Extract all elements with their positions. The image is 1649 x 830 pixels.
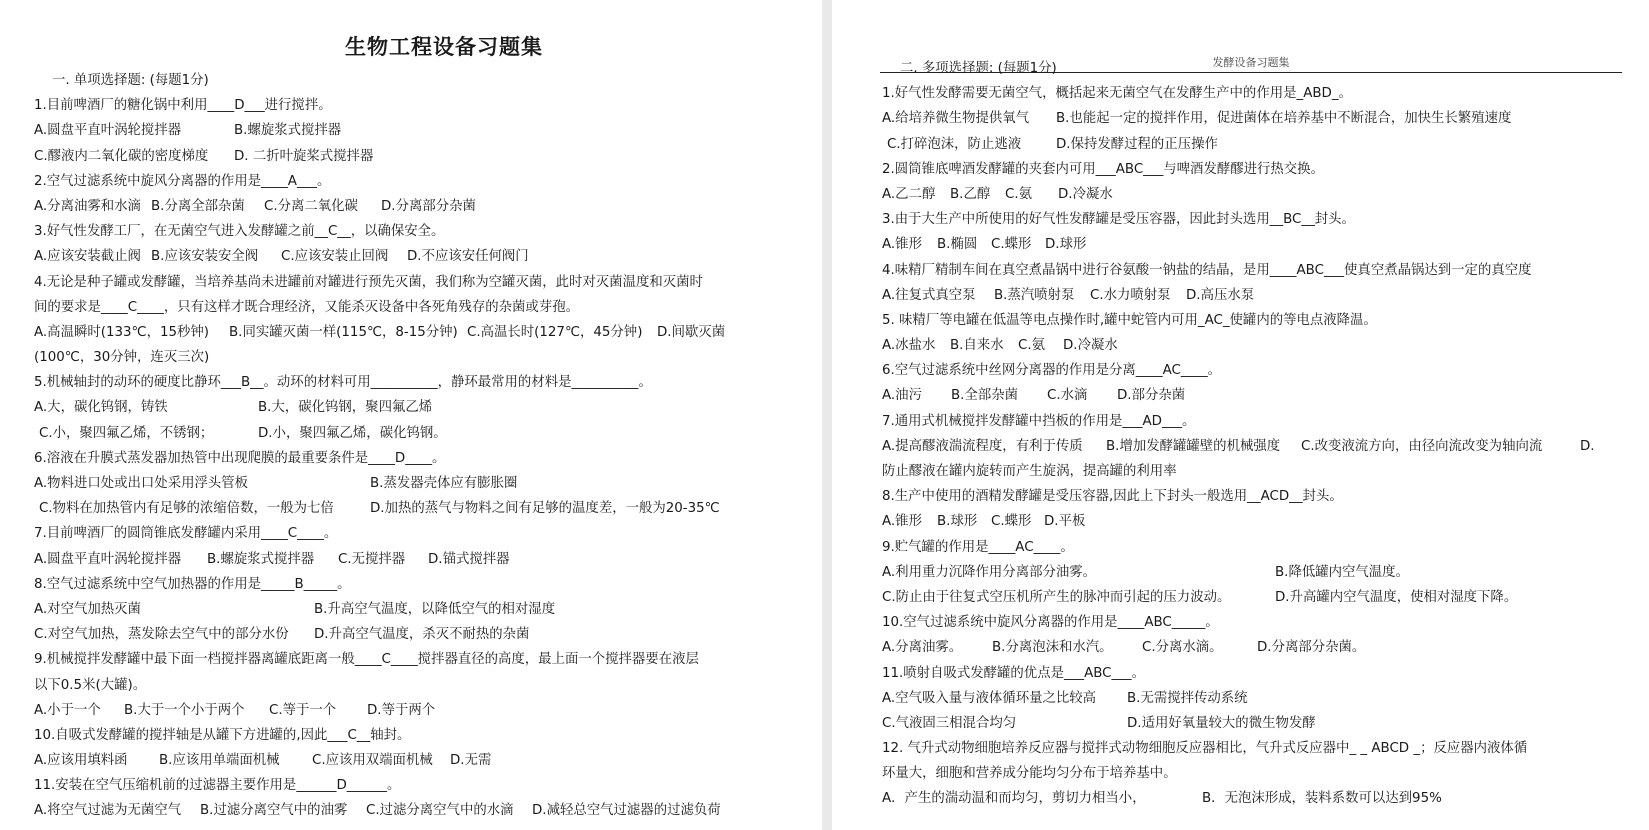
answer-option: A.油污 — [882, 388, 922, 404]
answer-option: A.对空气加热灭菌 — [34, 601, 141, 617]
answer-option: B.应该用单端面机械 — [159, 753, 280, 769]
answer-option: A.往复式真空泵 — [882, 287, 976, 303]
answer-option: B.球形 — [937, 514, 978, 530]
options-line — [34, 496, 814, 521]
answer-option: C.水力喷射泵 — [1090, 287, 1171, 303]
answer-option: D.分离部分杂菌。 — [1257, 640, 1366, 656]
answer-option: A.高温瞬时(133℃，15秒钟) — [34, 324, 209, 340]
answer-option: C.高温长时(127℃，45分钟) — [467, 324, 643, 340]
answer-option: C.水滴 — [1047, 388, 1088, 404]
question-line: 12. 气升式动物细胞培养反应器与搅拌式动物细胞反应器相比，气升式反应器中_ _ ABCD _；反应器内液体循 — [882, 741, 1528, 757]
answer-option: A.分离油雾。 — [882, 640, 963, 656]
answer-option: C.对空气加热，蒸发除去空气中的部分水份 — [34, 627, 289, 643]
answer-option: A.圆盘平直叶涡轮搅拌器 — [34, 123, 182, 139]
question-line: 11.安装在空气压缩机前的过滤器主要作用是______D______。 — [34, 778, 401, 794]
answer-option: C.应该安装止回阀 — [281, 249, 389, 265]
question-line: 5. 味精厂等电罐在低温等电点操作时,罐中蛇管内可用_AC_使罐内的等电点液降温。 — [882, 312, 1377, 328]
answer-option: C.过滤分离空气中的水滴 — [366, 803, 514, 819]
answer-option: D.分离部分杂菌 — [381, 198, 476, 214]
answer-option: A.大，碳化钨钢，铸铁 — [34, 400, 168, 416]
answer-option: B.应该安装安全阀 — [151, 249, 259, 265]
answer-option: B.增加发酵罐罐壁的机械强度 — [1106, 438, 1281, 454]
answer-option: C.氨 — [1005, 186, 1032, 202]
answer-option: A.应该用填料函 — [34, 753, 128, 769]
options-line — [882, 509, 1644, 534]
answer-option: B.椭圆 — [937, 237, 978, 253]
answer-option: D. 二折叶旋桨式搅拌器 — [234, 148, 374, 164]
answer-option: B．无泡沫形成，装料系数可以达到95% — [1202, 791, 1442, 807]
options-line — [882, 232, 1644, 257]
answer-option: D.部分杂菌 — [1117, 388, 1186, 404]
running-header: 发酵设备习题集 — [880, 54, 1622, 73]
options-line — [34, 698, 814, 723]
answer-option: D.球形 — [1045, 237, 1087, 253]
options-line — [34, 748, 814, 773]
answer-option: B.螺旋浆式搅拌器 — [207, 551, 315, 567]
options-line — [882, 434, 1644, 459]
options-line — [34, 320, 814, 345]
question-line: 8.空气过滤系统中空气加热器的作用是_____B_____。 — [34, 576, 351, 592]
question-line: 5.机械轴封的动环的硬度比静环___B__。动环的材料可用__________，静环最常用的材料是__________。 — [34, 375, 652, 391]
answer-option: C.等于一个 — [269, 702, 337, 718]
right-question-list — [882, 56, 1644, 812]
section-heading: 二. 多项选择题: (每题1分) — [900, 61, 1057, 76]
answer-option: A.利用重力沉降作用分离部分油雾。 — [882, 564, 1097, 580]
answer-option: C.物料在加热管内有足够的浓缩倍数，一般为七倍 — [39, 501, 334, 517]
answer-option: C.分离水滴。 — [1142, 640, 1223, 656]
options-line — [34, 622, 814, 647]
answer-option: C.小，聚四氟乙烯，不锈钢； — [39, 425, 214, 441]
document-title: 生物工程设备习题集 — [345, 35, 543, 59]
options-line — [882, 182, 1644, 207]
answer-option: B.全部杂菌 — [951, 388, 1019, 404]
answer-option: C.无搅拌器 — [338, 551, 406, 567]
question-line: 7.通用式机械搅拌发酵罐中挡板的作用是___AD___。 — [882, 413, 1196, 429]
answer-option: C.蝶形 — [991, 237, 1032, 253]
question-line: 2.圆筒锥底啤酒发酵罐的夹套内可用___ABC___与啤酒发酵醪进行热交换。 — [882, 161, 1324, 177]
question-line: 8.生产中使用的酒精发酵罐是受压容器,因此上下封头一般选用__ACD__封头。 — [882, 489, 1343, 505]
answer-option: D.不应该安任何阀门 — [407, 249, 529, 265]
answer-option: D.平板 — [1044, 514, 1086, 530]
answer-option: A.锥形 — [882, 237, 922, 253]
question-line: 3.好气性发酵工厂，在无菌空气进入发酵罐之前__C__，以确保安全。 — [34, 224, 445, 240]
options-line — [34, 144, 814, 169]
answer-option: D.适用好氧量较大的微生物发酵 — [1127, 715, 1316, 731]
question-line: 10.空气过滤系统中旋风分离器的作用是____ABC_____。 — [882, 615, 1219, 631]
answer-option: B.蒸发器壳体应有膨胀圈 — [370, 476, 518, 491]
answer-option: B.过滤分离空气中的油雾 — [200, 803, 348, 819]
options-line — [34, 547, 814, 572]
options-line — [882, 635, 1644, 660]
answer-option: B.大，碳化钨钢，聚四氟乙烯 — [258, 400, 433, 416]
answer-option: A.物料进口处或出口处采用浮头管板 — [34, 476, 249, 491]
options-line — [34, 194, 814, 219]
question-line: 10.自吸式发酵罐的搅拌轴是从罐下方进罐的,因此___C__轴封。 — [34, 727, 411, 743]
answer-option: A.圆盘平直叶涡轮搅拌器 — [34, 551, 182, 567]
options-line — [882, 686, 1644, 711]
answer-option: D.保持发酵过程的正压操作 — [1056, 136, 1218, 152]
options-line — [34, 244, 814, 269]
answer-option: B.同实罐灭菌一样(115℃，8-15分钟) — [229, 324, 458, 340]
options-line — [34, 798, 814, 823]
options-line — [34, 395, 814, 420]
options-line — [882, 585, 1644, 610]
answer-option: C.氨 — [1018, 338, 1045, 354]
options-line — [882, 383, 1644, 408]
question-line: 7.目前啤酒厂的圆筒锥底发酵罐内采用____C____。 — [34, 526, 338, 542]
answer-option: B.蒸汽喷射泵 — [994, 287, 1075, 303]
answer-option: D.升高空气温度，杀灭不耐热的杂菌 — [314, 627, 530, 643]
answer-option: B.升高空气温度，以降低空气的相对湿度 — [314, 601, 556, 617]
question-line: 1.好气性发酵需要无菌空气，概括起来无菌空气在发酵生产中的作用是_ABD_。 — [882, 86, 1352, 102]
options-line — [34, 118, 814, 143]
question-line: 间的要求是____C____，只有这样才既合理经济，又能杀灭设备中各死角残存的杂菌或芽孢。 — [34, 299, 579, 315]
right-page — [832, 0, 1649, 830]
answer-option: D.冷凝水 — [1058, 186, 1113, 202]
answer-option: D.小，聚四氟乙烯，碳化钨钢。 — [258, 425, 447, 441]
left-question-list — [34, 68, 814, 824]
options-line — [882, 283, 1644, 308]
left-page — [0, 0, 822, 830]
options-line — [882, 560, 1644, 585]
answer-option: B.自来水 — [950, 338, 1004, 354]
answer-option: C.应该用双端面机械 — [312, 753, 433, 769]
answer-option: D.升高罐内空气温度，使相对湿度下降。 — [1275, 589, 1518, 605]
question-line: 6.溶液在升膜式蒸发器加热管中出现爬膜的最重要条件是____D____。 — [34, 450, 446, 466]
answer-option: A.给培养微生物提供氧气 — [882, 111, 1030, 127]
answer-option: B.大于一个小于两个 — [124, 702, 245, 718]
answer-option: D.高压水泵 — [1186, 287, 1255, 303]
question-line: 9.贮气罐的作用是____AC____。 — [882, 539, 1074, 555]
answer-option: B.乙醇 — [950, 186, 991, 202]
answer-option: B.降低罐内空气温度。 — [1275, 564, 1409, 580]
answer-option: A.乙二醇 — [882, 186, 936, 202]
answer-option: A.空气吸入量与液体循环量之比较高 — [882, 690, 1097, 706]
answer-option: D.减轻总空气过滤器的过滤负荷 — [532, 803, 721, 819]
answer-option: D.冷凝水 — [1063, 338, 1118, 354]
options-line — [882, 786, 1644, 811]
options-line — [34, 471, 814, 496]
answer-option: A．产生的湍动温和而均匀，剪切力相当小， — [882, 791, 1146, 807]
question-line: 环量大，细胞和营养成分能均匀分布于培养基中。 — [882, 766, 1177, 782]
answer-option: B.也能起一定的搅拌作用，促进菌体在培养基中不断混合，加快生长繁殖速度 — [1056, 111, 1512, 127]
right-content — [882, 56, 1644, 812]
answer-option: D.加热的蒸气与物料之间有足够的温度差，一般为20-35℃ — [370, 501, 720, 517]
section-heading: 一. 单项选择题: (每题1分) — [52, 73, 209, 88]
answer-option: D. — [1580, 438, 1595, 454]
answer-option: A.冰盐水 — [882, 338, 936, 354]
question-line: 2.空气过滤系统中旋风分离器的作用是____A___。 — [34, 173, 331, 189]
answer-option: D.无需 — [450, 753, 492, 769]
answer-option: C.气液固三相混合均匀 — [882, 715, 1017, 731]
question-line: (100℃，30分钟，连灭三次) — [34, 350, 210, 366]
question-line: 防止醪液在罐内旋转而产生旋涡，提高罐的利用率 — [882, 464, 1177, 479]
answer-option: A.将空气过滤为无菌空气 — [34, 803, 182, 819]
answer-option: D.间歇灭菌 — [657, 324, 726, 340]
question-line: 3.由于大生产中所使用的好气性发酵罐是受压容器，因此封头选用__BC__封头。 — [882, 212, 1355, 228]
answer-option: C.改变液流方向，由径向流改变为轴向流 — [1301, 438, 1543, 454]
answer-option: A.分离油雾和水滴 — [34, 198, 141, 214]
answer-option: C.打碎泡沫，防止逃液 — [887, 136, 1022, 152]
question-line: 以下0.5米(大罐)。 — [34, 677, 147, 693]
answer-option: C.醪液内二氧化碳的密度梯度 — [34, 148, 209, 164]
options-line — [882, 132, 1644, 157]
options-line — [34, 597, 814, 622]
answer-option: C.蝶形 — [991, 514, 1032, 530]
options-line — [882, 333, 1644, 358]
answer-option: A.小于一个 — [34, 702, 101, 718]
answer-option: B.分离泡沫和水汽。 — [992, 640, 1113, 656]
answer-option: C.防止由于往复式空压机所产生的脉冲而引起的压力波动。 — [882, 589, 1231, 605]
answer-option: C.分离二氧化碳 — [264, 198, 358, 214]
options-line — [882, 711, 1644, 736]
answer-option: D.锚式搅拌器 — [428, 551, 510, 567]
question-line: 11.喷射自吸式发酵罐的优点是___ABC___。 — [882, 665, 1146, 681]
question-line: 9.机械搅拌发酵罐中最下面一档搅拌器离罐底距离一般____C____搅拌器直径的高度，最上面一个搅拌器要在液层 — [34, 652, 699, 668]
question-line: 1.目前啤酒厂的糖化锅中利用____D___进行搅拌。 — [34, 98, 332, 114]
options-line — [882, 106, 1644, 131]
answer-option: A.提高醪液湍流程度，有利于传质 — [882, 438, 1083, 454]
question-line: 6.空气过滤系统中丝网分离器的作用是分离____AC____。 — [882, 363, 1222, 379]
question-line: 4.无论是种子罐或发酵罐，当培养基尚未进罐前对罐进行预先灭菌，我们称为空罐灭菌，此时对灭菌温度和灭菌时 — [34, 274, 703, 290]
answer-option: B.无需搅拌传动系统 — [1127, 690, 1248, 706]
answer-option: D.等于两个 — [367, 702, 436, 718]
options-line — [34, 421, 814, 446]
left-content — [34, 32, 814, 824]
answer-option: A.锥形 — [882, 514, 922, 530]
answer-option: A.应该安装截止阀 — [34, 249, 141, 265]
question-line: 4.味精厂精制车间在真空煮晶锅中进行谷氨酸一钠盐的结晶，是用____ABC___使真空煮晶锅达到一定的真空度 — [882, 262, 1532, 278]
answer-option: B.分离全部杂菌 — [151, 198, 245, 214]
answer-option: B.螺旋浆式搅拌器 — [234, 123, 342, 139]
